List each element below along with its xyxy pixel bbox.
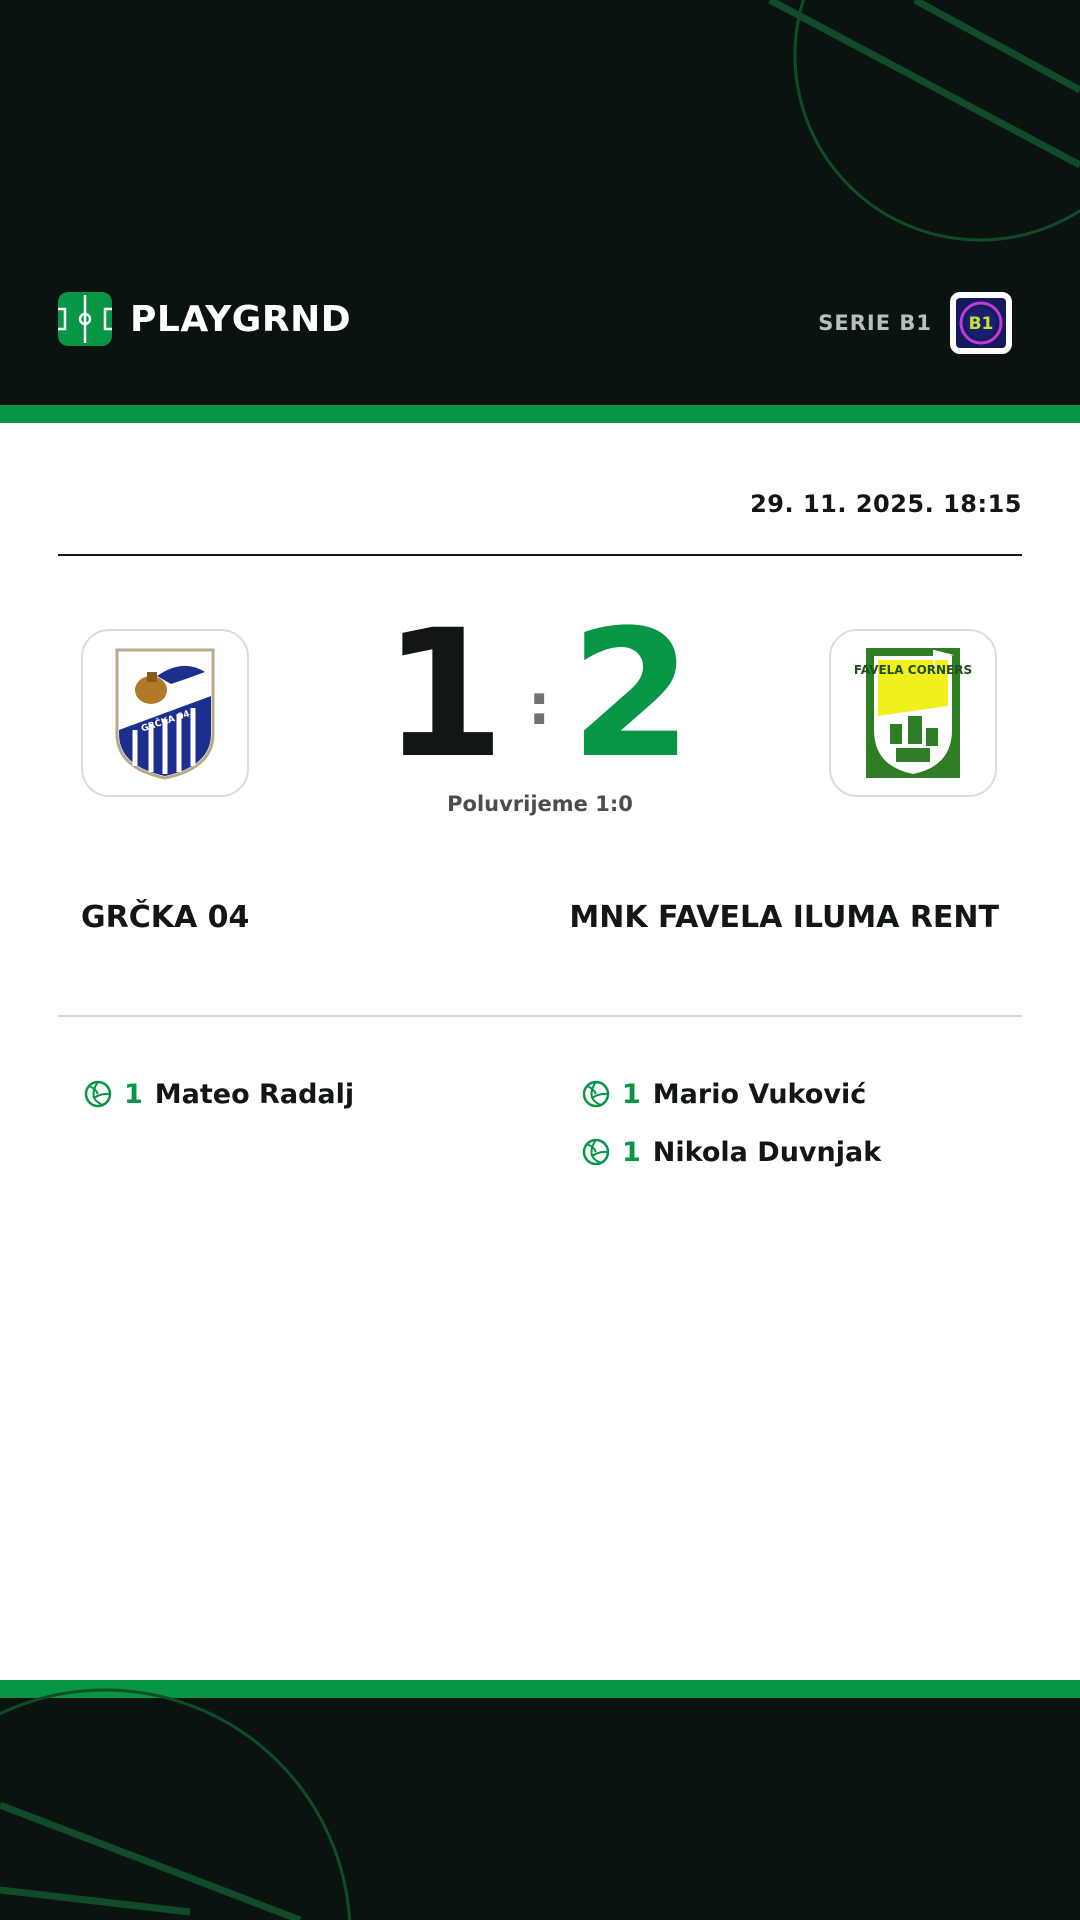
goal-count: 1 [124,1078,143,1110]
league-logo [950,292,1012,354]
league-name: SERIE B1 [818,311,932,335]
home-score: 1 [382,592,505,797]
soccer-ball-icon [582,1138,610,1166]
soccer-ball-icon [582,1080,610,1108]
scorer-name: Mario Vuković [652,1078,867,1110]
scorer-name: Mateo Radalj [154,1078,355,1110]
divider [58,554,1022,556]
goal-count: 1 [622,1136,641,1168]
match-datetime: 29. 11. 2025. 18:15 [750,490,1022,518]
away-score: 2 [570,592,693,797]
scorer-row [84,1065,354,1123]
home-team-name: GRČKA 04 [81,900,250,935]
goal-count: 1 [622,1078,641,1110]
brand [58,292,351,346]
footer-background [0,1698,1080,1920]
scorer-row [582,1065,881,1123]
header-stripe [0,405,1080,423]
away-team-name: MNK FAVELA ILUMA RENT [569,900,999,935]
pitch-lines-decoration [0,1698,1080,1920]
header-background [0,0,1080,405]
league [818,292,1012,354]
league-logo-text: B1 [968,314,994,334]
score-separator: : [528,673,551,738]
home-scorers [84,1065,354,1123]
scorer-name: Nikola Duvnjak [652,1136,882,1168]
scoreboard [0,592,1080,797]
divider [58,1015,1022,1017]
away-scorers [582,1065,881,1181]
away-crest-text: FAVELA CORNERS [853,663,973,677]
brand-name: PLAYGRND [130,298,352,340]
pitch-icon [58,292,112,346]
home-crest-text: GRČKA 04 [140,709,192,735]
soccer-ball-icon [84,1080,112,1108]
halftime-score: Poluvrijeme 1:0 [447,792,633,816]
scorer-row [582,1123,881,1181]
